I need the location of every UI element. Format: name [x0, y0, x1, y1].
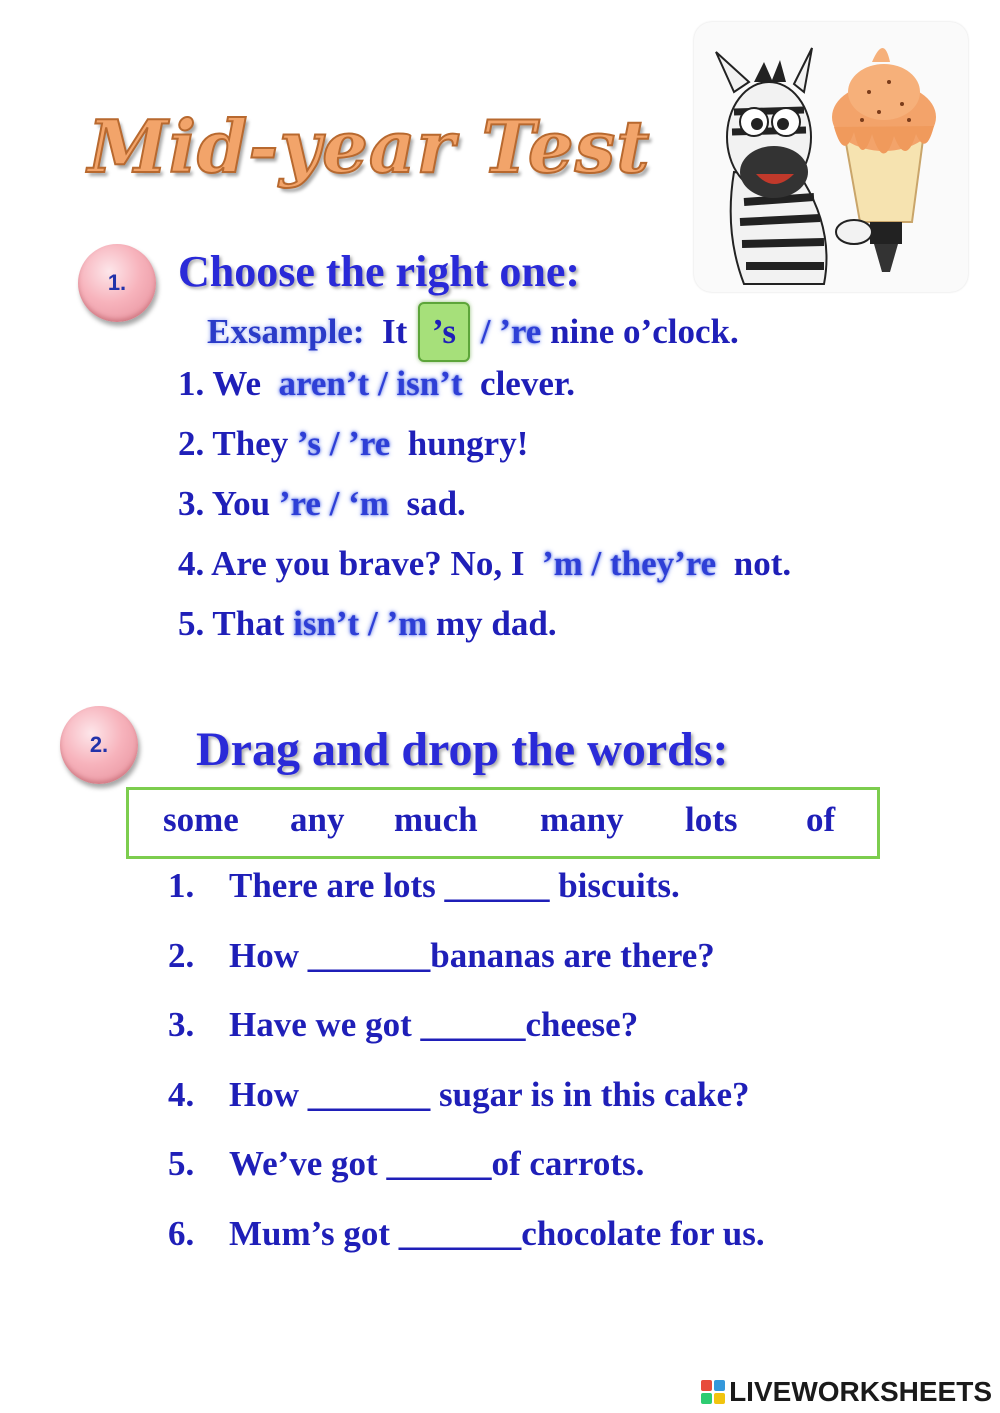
question-line	[178, 484, 466, 524]
example-text: It	[382, 312, 408, 351]
fill-blank-question[interactable]: How _______ sugar is in this cake?	[229, 1075, 750, 1114]
answer-options[interactable]: aren’t / isn’t	[278, 364, 463, 403]
draggable-word[interactable]: any	[290, 800, 345, 839]
section-number-badge: 1.	[78, 244, 156, 322]
question-number: 1.	[178, 364, 205, 403]
question-text: not.	[733, 544, 792, 583]
question-line	[178, 604, 557, 644]
example-label: Exsample:	[207, 312, 365, 351]
section-number-badge: 2.	[60, 706, 138, 784]
question-number: 1.	[168, 866, 195, 905]
liveworksheets-brand[interactable]	[701, 1376, 992, 1408]
fill-blank-question[interactable]: Have we got ______cheese?	[229, 1005, 639, 1044]
question-text: Are you brave? No, I	[211, 544, 525, 583]
question-number: 3.	[168, 1005, 195, 1044]
question-text: They	[212, 424, 289, 463]
example-line	[207, 302, 739, 362]
section-heading: Drag and drop the words:	[196, 723, 729, 776]
section-heading: Choose the right one:	[178, 247, 581, 296]
question-text: clever.	[480, 364, 575, 403]
question-text: my dad.	[436, 604, 557, 643]
question-text: sad.	[406, 484, 466, 523]
answer-options[interactable]: ’s / ’re	[296, 424, 391, 463]
selected-option[interactable]: ’s	[418, 302, 470, 362]
fill-blank-question[interactable]: We’ve got ______of carrots.	[229, 1144, 645, 1183]
brand-name: LIVEWORKSHEETS	[729, 1376, 992, 1407]
question-text: You	[211, 484, 271, 523]
question-number: 6.	[168, 1214, 195, 1253]
question-number: 2.	[168, 936, 195, 975]
word-bank	[126, 787, 880, 859]
fill-blank-question[interactable]: Mum’s got _______chocolate for us.	[229, 1214, 765, 1253]
question-number: 4.	[168, 1075, 195, 1114]
page-title: Mid-year Test	[88, 104, 651, 189]
draggable-word[interactable]: many	[540, 800, 624, 839]
example-text: nine o’clock.	[550, 312, 739, 351]
question-line	[178, 364, 575, 404]
answer-options[interactable]: isn’t / ’m	[293, 604, 428, 643]
zebra-icecream-illustration	[694, 22, 968, 292]
answer-options[interactable]: ’m / they’re	[541, 544, 717, 583]
question-line	[178, 544, 791, 584]
question-number: 5.	[168, 1144, 195, 1183]
draggable-word[interactable]: lots	[685, 800, 738, 839]
answer-options[interactable]: ’re / ‘m	[278, 484, 389, 523]
question-number: 5.	[178, 604, 205, 643]
draggable-word[interactable]: much	[394, 800, 478, 839]
question-text: hungry!	[407, 424, 529, 463]
liveworksheets-logo-icon	[701, 1380, 725, 1404]
question-text: We	[212, 364, 261, 403]
question-text: That	[212, 604, 285, 643]
question-number: 4.	[178, 544, 205, 583]
fill-blank-question[interactable]: There are lots ______ biscuits.	[229, 866, 680, 905]
question-number: 3.	[178, 484, 205, 523]
draggable-word[interactable]: some	[163, 800, 239, 839]
fill-blank-question[interactable]: How _______bananas are there?	[229, 936, 715, 975]
question-number: 2.	[178, 424, 205, 463]
draggable-word[interactable]: of	[806, 800, 836, 839]
question-line	[178, 424, 528, 464]
example-option[interactable]: / ’re	[480, 312, 542, 351]
